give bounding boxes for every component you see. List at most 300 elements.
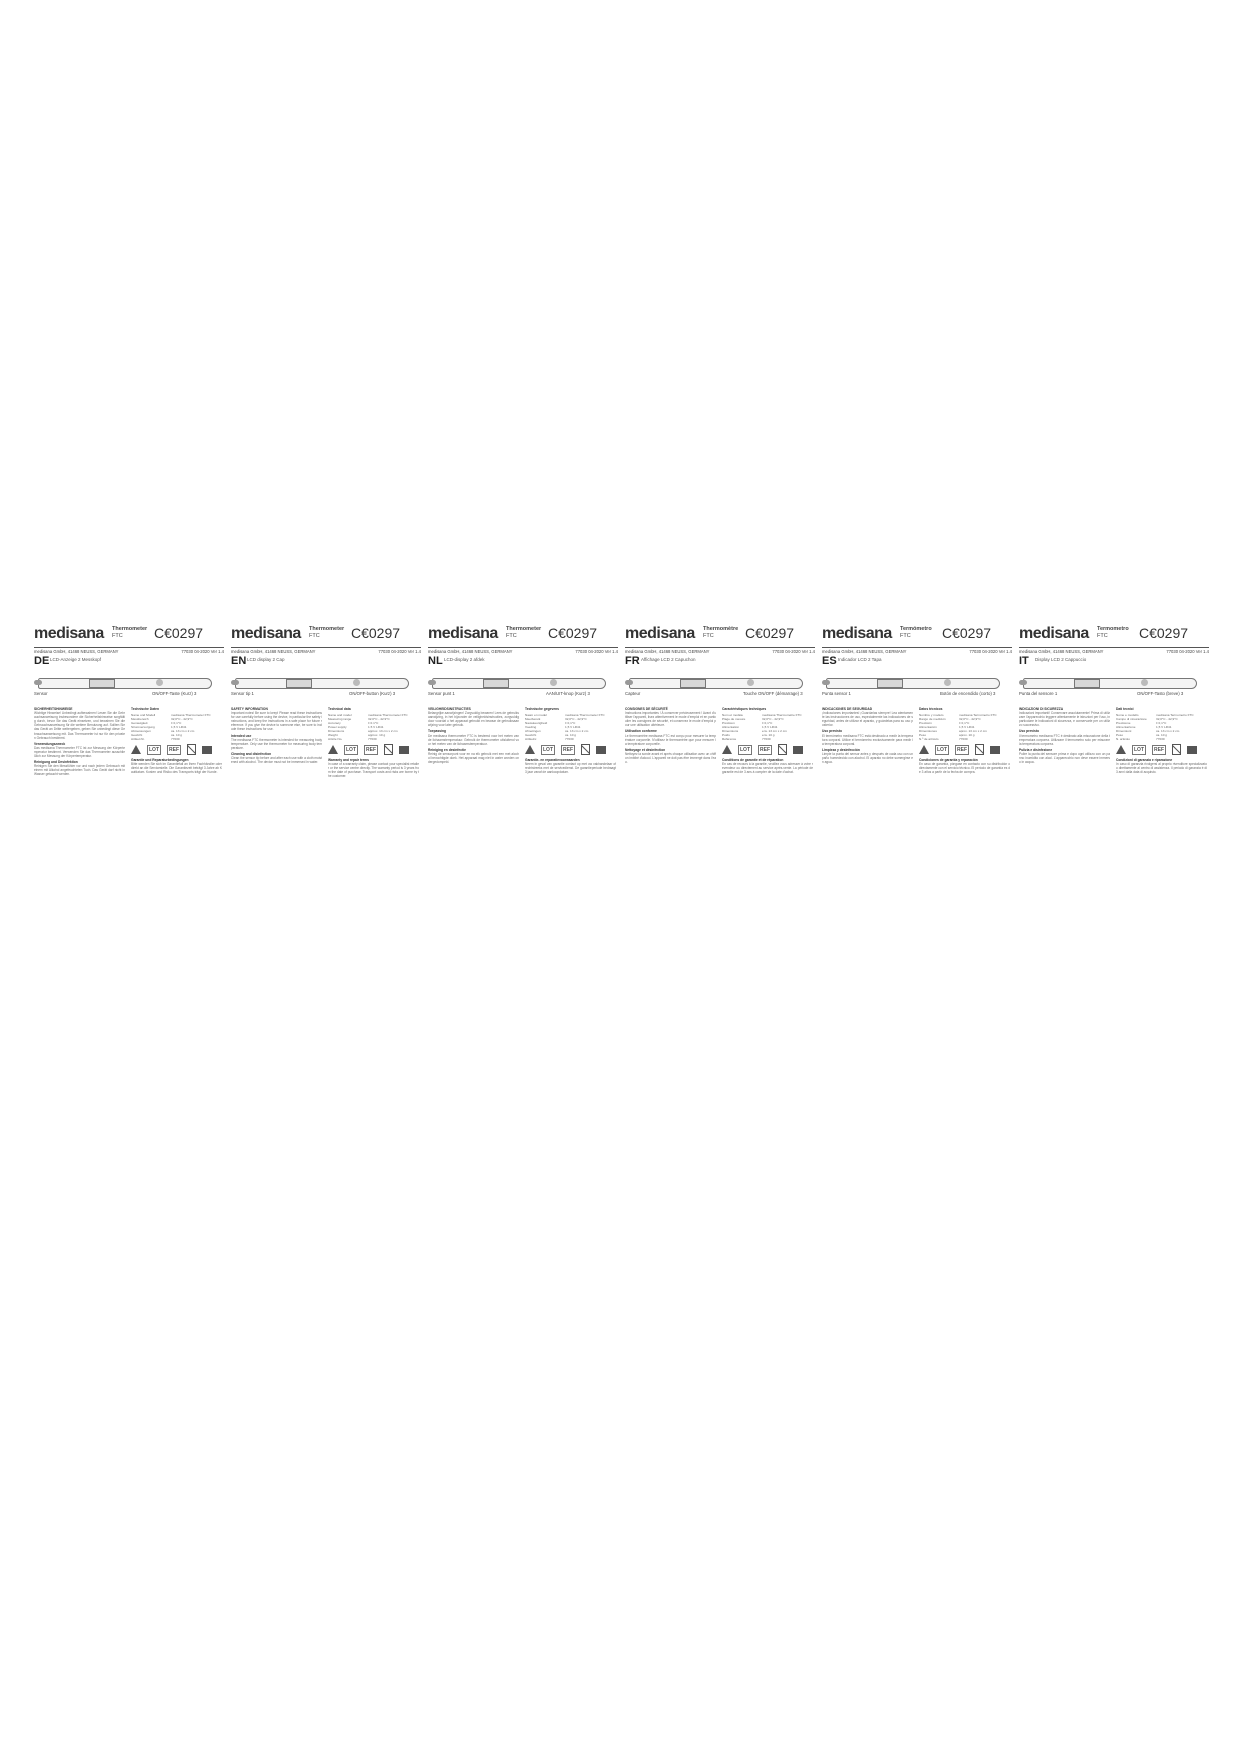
lot-symbol: LOT <box>346 746 356 753</box>
section-heading: Garantie und Reparaturbedingungen <box>131 758 189 763</box>
product-line-2: FTC <box>506 632 517 639</box>
tech-data-key: Artikelnr. <box>525 737 538 742</box>
product-line-2: FTC <box>112 632 123 639</box>
tech-data-value: 32,0°C - 42,9°C <box>762 717 784 722</box>
tech-data-key: Alimentación <box>919 725 937 730</box>
ce-mark: C€0297 <box>548 625 598 641</box>
sensor-label: Sensor tip 1 <box>231 691 254 696</box>
tech-data-value: medisana Termometro FTC <box>1156 713 1194 718</box>
lot-symbol: LOT <box>149 746 159 753</box>
product-line-1: Termómetro <box>900 626 932 632</box>
warning-icon <box>722 745 732 754</box>
tech-data-value: 1,5 V LR41 <box>565 725 581 730</box>
tech-data-value: aprox. 10 g <box>959 733 975 738</box>
tech-data-key: Genauigkeit <box>131 721 148 726</box>
ref-symbol: REF <box>563 746 573 753</box>
tech-data-key: Nombre y modelo <box>919 713 944 718</box>
manufacturer-icon <box>399 746 409 754</box>
tech-data-key: Stromversorgung <box>131 725 155 730</box>
onoff-button-icon <box>747 679 754 686</box>
onoff-button-icon <box>1141 679 1148 686</box>
section-text: Limpie la punta del sensor antes y después de cada uso con un paño humedecido con alcohol. El aparato no debe sumergirse en agua. <box>822 751 913 765</box>
tech-data-key: Naam en model <box>525 713 547 718</box>
sensor-tip-icon <box>1019 680 1027 685</box>
section-heading: Uso previsto <box>1019 729 1039 734</box>
product-line-2: FTC <box>900 632 911 639</box>
sensor-tip-icon <box>822 680 830 685</box>
section-heading: Cleaning and disinfection <box>231 751 272 756</box>
onoff-button-icon <box>550 679 557 686</box>
tech-data-value: 32,0°C - 42,9°C <box>959 717 981 722</box>
brand-logo: medisana <box>34 625 104 642</box>
section-heading: Conditions de garantie et de réparation <box>722 758 784 763</box>
warning-icon <box>919 745 929 754</box>
ce-mark: C€0297 <box>745 625 795 641</box>
thermometer-illustration <box>822 669 1012 699</box>
text-column-left <box>428 705 519 1330</box>
tech-data-value: medisana Termómetro FTC <box>959 713 997 718</box>
tech-data-key: Abmessungen <box>131 729 151 734</box>
tech-data-value: ± 0,1°C <box>171 721 182 726</box>
section-text: Instructions importantes ! À conserver précieusement ! Avant d'utiliser l'appareil, lisez attentivement le mode d'emploi et en particulier les consignes de sécurité, et conservez le mode d'emploi pour une utilisation ultérieure. <box>625 711 716 728</box>
sensor-tip-icon <box>428 680 436 685</box>
product-line-2: FTC <box>703 632 714 639</box>
section-heading: Condizioni di garanzia e riparazione <box>1116 758 1173 763</box>
version-text: 77030 04-2020 Ver 1.4 <box>1166 649 1209 654</box>
section-heading: INDICAZIONI DI SICUREZZA <box>1019 707 1064 711</box>
section-heading: Caractéristiques techniques <box>722 707 767 711</box>
tech-data-key: Name and model <box>328 713 352 718</box>
ce-mark: C€0297 <box>942 625 992 641</box>
address-text: medisana GmbH, 41468 NEUSS, GERMANY <box>231 649 316 654</box>
tech-data-key: Poids <box>722 733 730 738</box>
warning-icon <box>525 745 535 754</box>
panel-header <box>428 625 618 667</box>
tech-data-key: Alimentazione <box>1116 725 1136 730</box>
section-heading: Uso previsto <box>822 729 842 734</box>
tech-data-key: Peso <box>1116 733 1124 738</box>
tech-data-key: Peso <box>919 733 927 738</box>
product-line-1: Thermomètre <box>703 626 739 632</box>
address-line <box>428 647 618 654</box>
onoff-button-icon <box>156 679 163 686</box>
text-column-right <box>131 705 222 1330</box>
onoff-label: AAN/UIT-knop (Kurz) 3 <box>546 691 590 696</box>
tech-data-value: aprox. 13 cm x 2 cm <box>959 729 987 734</box>
tech-data-key: Dimensions <box>328 729 345 734</box>
sensor-label: Sensor <box>34 691 48 696</box>
tech-data-value: ± 0.1°C <box>368 721 379 726</box>
onoff-label: Touche ON/OFF (démarrage) 3 <box>743 691 803 696</box>
tech-data-table <box>919 713 1010 741</box>
sensor-label: Punta del sensore 1 <box>1019 691 1058 696</box>
tech-data-value: medisana Thermometer FTC <box>368 713 408 718</box>
lot-symbol: LOT <box>543 746 553 753</box>
text-column-left <box>231 705 322 1330</box>
lot-symbol: LOT <box>1134 746 1144 753</box>
section-text: ¡Indicaciones importantes! ¡Guardarlas siempre! Lea atentamente las instrucciones de uso, especialmente las indicaciones de seguridad, antes de utilizar el aparato, y guárdelas para su uso posterior. <box>822 711 913 728</box>
manufacturer-icon <box>202 746 212 754</box>
address-text: medisana GmbH, 41468 NEUSS, GERMANY <box>625 649 710 654</box>
tech-data-table <box>722 713 813 741</box>
onoff-label: Botón de encendido (corto) 3 <box>940 691 996 696</box>
lcd-display-icon <box>89 679 115 688</box>
section-heading: Toepassing <box>428 729 447 734</box>
lcd-display-icon <box>1074 679 1100 688</box>
onoff-button-icon <box>944 679 951 686</box>
ref-symbol: REF <box>366 746 376 753</box>
section-heading: Dati tecnici <box>1116 707 1134 711</box>
tech-data-value: 1.5 V LR41 <box>368 725 384 730</box>
tech-data-value: ± 0,1°C <box>565 721 576 726</box>
tech-data-key: Dimensions <box>722 729 739 734</box>
manufacturer-icon <box>990 746 1000 754</box>
section-text: Pulire la punta del sensore prima e dopo ogni utilizzo con un panno inumidito con alcol. L'apparecchio non deve essere immerso in acqua. <box>1019 751 1110 765</box>
address-line <box>822 647 1012 654</box>
disposal-bin-icon <box>1172 744 1181 755</box>
tech-data-value: env. 10 g <box>762 733 775 738</box>
thermometer-body <box>629 678 803 689</box>
section-heading: VEILIGHEIDSINSTRUCTIES <box>428 707 471 711</box>
brand-logo: medisana <box>428 625 498 642</box>
symbol-row <box>1116 744 1207 755</box>
onoff-label: ON/OFF-button (Kurz) 3 <box>349 691 396 696</box>
panel-header <box>625 625 815 667</box>
section-text: De medisana thermometer FTC is bestemd voor het meten van de lichaamstemperatuur. Gebruik de thermometer uitsluitend voor het meten van de lichaamstemperatuur. <box>428 733 519 746</box>
text-columns <box>822 705 1012 1330</box>
tech-data-value: 77030 <box>762 737 771 742</box>
section-text: The medisana FTC thermometer is intended for measuring body temperature. Only use the thermometer for measuring body temperature. <box>231 737 322 750</box>
section-heading: Garantie- en reparatievoorwaarden <box>525 758 580 763</box>
manufacturer-icon <box>793 746 803 754</box>
tech-data-key: Campo di misurazione <box>1116 717 1147 722</box>
sensor-label: Sensor punt 1 <box>428 691 455 696</box>
tech-data-value: ca. 10 g <box>565 733 577 738</box>
product-line-1: Thermometer <box>309 626 345 632</box>
thermometer-body <box>1023 678 1197 689</box>
ref-symbol: REF <box>760 746 770 753</box>
ref-symbol: REF <box>957 746 967 753</box>
panel-header <box>34 625 224 667</box>
section-text: Reinig de sensorpunt voor en na elk gebruik met een met alcohol bevochtigde doek. Het apparaat mag niet in water worden ondergedompeld. <box>428 751 519 765</box>
section-heading: SICHERHEITSHINWEISE <box>34 707 73 711</box>
product-line-2: FTC <box>309 632 320 639</box>
tech-data-key: Plage de mesure <box>722 717 746 722</box>
thermometer-body <box>432 678 606 689</box>
tech-data-key: Nom et modèle <box>722 713 743 718</box>
text-column-left <box>822 705 913 1330</box>
tech-data-value: ca. 10 g <box>171 733 183 738</box>
section-text: Il termometro medisana FTC è destinato alla misurazione della temperatura corporea. Utilizzare il termometro solo per misurare la temperatura corporea. <box>1019 733 1110 746</box>
section-heading: Limpieza y desinfección <box>822 747 860 752</box>
sensor-tip-icon <box>231 680 239 685</box>
tech-data-table <box>328 713 419 741</box>
tech-data-value: 32,0°C - 42,9°C <box>171 717 193 722</box>
tech-data-value: medisana Thermometer FTC <box>565 713 605 718</box>
instruction-sheet <box>34 625 1210 1335</box>
tech-data-key: Alimentation <box>722 725 740 730</box>
ce-mark: C€0297 <box>351 625 401 641</box>
tech-data-value: 1,5 V LR41 <box>1156 725 1172 730</box>
thermometer-body <box>826 678 1000 689</box>
address-text: medisana GmbH, 41468 NEUSS, GERMANY <box>34 649 119 654</box>
tech-data-key: Article No. <box>328 737 343 742</box>
section-heading: Intended use <box>231 733 252 738</box>
display-caption: LCD-Anzeige 2 Messkopf <box>50 657 102 662</box>
section-heading: SAFETY INFORMATION <box>231 707 268 711</box>
address-line <box>231 647 421 654</box>
tech-data-key: Precisione <box>1116 721 1131 726</box>
thermometer-illustration <box>231 669 421 699</box>
onoff-button-icon <box>353 679 360 686</box>
tech-data-value: 77030 <box>368 737 377 742</box>
tech-data-value: ca. 13 cm x 2 cm <box>565 729 589 734</box>
ref-symbol: REF <box>169 746 179 753</box>
ce-mark: C€0297 <box>154 625 204 641</box>
brand-logo: medisana <box>1019 625 1089 642</box>
thermometer-illustration <box>428 669 618 699</box>
brand-logo: medisana <box>822 625 892 642</box>
section-text: Bitte wenden Sie sich im Garantiefall an Ihren Fachhändler oder direkt an die Servicestelle. Die Garantiezeit beträgt 3 Jahre ab Kaufdatum. Kosten und Risiko des Transports trägt der Kunde. <box>131 762 222 775</box>
section-text: Wichtige Hinweise! Unbedingt aufbewahren! Lesen Sie die Gebrauchsanweisung insbesondere die Sicherheitshinweise sorgfältig durch, bevor Sie das Gerät einsetzen, und bewahren Sie die Gebrauchsanweisung für die weitere Benutzung auf. Sollten Sie das Gerät an Dritte weitergeben, geben Sie unbedingt diese Gebrauchsanweisung mit. Das Thermometer ist nur für den privaten Gebrauch bestimmt. <box>34 711 125 740</box>
thermometer-illustration <box>625 669 815 699</box>
address-text: medisana GmbH, 41468 NEUSS, GERMANY <box>1019 649 1104 654</box>
section-text: Reinigen Sie den Messfühler vor und nach jedem Gebrauch mit einem mit Alkohol angefeuchteten Tuch. Das Gerät darf nicht in Wasser getaucht werden. <box>34 764 125 777</box>
brand-logo: medisana <box>231 625 301 642</box>
sensor-tip-icon <box>625 680 633 685</box>
section-heading: Technical data <box>328 707 351 711</box>
tech-data-value: 77030 <box>565 737 574 742</box>
display-caption: LCD-display 2 afdek <box>444 657 485 662</box>
lcd-display-icon <box>680 679 706 688</box>
language-code: EN <box>231 655 247 667</box>
display-caption: LCD display 2 Cap <box>247 657 285 662</box>
tech-data-value: 32,0°C - 42,9°C <box>565 717 587 722</box>
thermometer-body <box>235 678 409 689</box>
section-text: Indicazioni importanti! Conservare assolutamente! Prima di utilizzare l'apparecchio leggere attentamente le istruzioni per l'uso, in particolare le indicazioni di sicurezza, e conservarle per un utilizzo successivo. <box>1019 711 1110 728</box>
tech-data-key: Nauwkeurigheid <box>525 721 548 726</box>
tech-data-key: Dimensiones <box>919 729 937 734</box>
address-text: medisana GmbH, 41468 NEUSS, GERMANY <box>822 649 907 654</box>
text-columns <box>231 705 421 1330</box>
tech-data-value: ca. 10 g <box>1156 733 1168 738</box>
tech-data-key: Power supply <box>328 725 347 730</box>
product-name <box>309 626 344 639</box>
tech-data-value: 77030 <box>959 737 968 742</box>
tech-data-table <box>525 713 616 741</box>
disposal-bin-icon <box>581 744 590 755</box>
language-panel-fr <box>625 625 815 1335</box>
warning-icon <box>328 745 338 754</box>
language-code: DE <box>34 655 50 667</box>
panel-header <box>231 625 421 667</box>
text-column-right <box>722 705 813 1330</box>
warning-icon <box>1116 745 1126 754</box>
lot-symbol: LOT <box>937 746 947 753</box>
brand-logo: medisana <box>625 625 695 642</box>
tech-data-key: Gewicht <box>525 733 537 738</box>
section-text: Le thermomètre medisana FTC est conçu pour mesurer la température corporelle. N'utilisez le thermomètre que pour mesurer la température corporelle. <box>625 733 716 746</box>
section-heading: Condiciones de garantía y reparación <box>919 758 978 763</box>
tech-data-value: ca. 13 cm x 2 cm <box>171 729 195 734</box>
onoff-label: ON/OFF-Taste (Kurz) 3 <box>152 691 197 696</box>
thermometer-illustration <box>34 669 224 699</box>
language-panel-es <box>822 625 1012 1335</box>
symbol-row <box>525 744 616 755</box>
version-text: 77030 04-2020 Ver 1.4 <box>772 649 815 654</box>
tech-data-key: Nome e modello <box>1116 713 1139 718</box>
section-heading: Verwendungszweck <box>34 741 66 746</box>
ref-symbol: REF <box>1154 746 1164 753</box>
lcd-display-icon <box>286 679 312 688</box>
section-heading: Technische Daten <box>131 707 159 711</box>
language-code: FR <box>625 655 640 667</box>
tech-data-value: ± 0,1°C <box>1156 721 1167 726</box>
disposal-bin-icon <box>384 744 393 755</box>
language-panel-en <box>231 625 421 1335</box>
tech-data-key: Rango de medición <box>919 717 946 722</box>
section-heading: Reiniging en desinfectie <box>428 747 466 752</box>
manufacturer-icon <box>1187 746 1197 754</box>
section-text: In case of a warranty claim, please contact your specialist retailer or the service centre directly. The warranty period is 3 years from the date of purchase. Transport costs and risks are borne by the customer. <box>328 762 419 779</box>
text-columns <box>1019 705 1209 1330</box>
language-code: NL <box>428 655 443 667</box>
disposal-bin-icon <box>778 744 787 755</box>
product-line-1: Thermometer <box>506 626 542 632</box>
section-text: Nettoyez la sonde avant et après chaque utilisation avec un chiffon imbibé d'alcool. L'appareil ne doit pas être immergé dans l'eau. <box>625 751 716 765</box>
tech-data-table <box>131 713 222 741</box>
lot-symbol: LOT <box>740 746 750 753</box>
language-panel-de <box>34 625 224 1335</box>
thermometer-illustration <box>1019 669 1209 699</box>
section-text: Clean the sensor tip before and after each use with a cloth moistened with alcohol. The device must not be immersed in water. <box>231 756 322 765</box>
panel-header <box>1019 625 1209 667</box>
tech-data-value: ± 0,1°C <box>762 721 773 726</box>
product-line-2: FTC <box>1097 632 1108 639</box>
language-code: ES <box>822 655 837 667</box>
thermometer-body <box>38 678 212 689</box>
symbol-row <box>328 744 419 755</box>
warning-icon <box>131 745 141 754</box>
display-caption: Affichage LCD 2 Capuchon <box>641 657 696 662</box>
language-panel-it <box>1019 625 1209 1335</box>
product-name <box>506 626 541 639</box>
tech-data-value: 77030 <box>1156 737 1165 742</box>
section-heading: Nettoyage et désinfection <box>625 747 666 752</box>
product-line-1: Termometro <box>1097 626 1129 632</box>
sensor-tip-icon <box>34 680 42 685</box>
version-text: 77030 04-2020 Ver 1.4 <box>969 649 1012 654</box>
tech-data-value: approx. 13 cm x 2 cm <box>368 729 398 734</box>
product-name <box>112 626 147 639</box>
tech-data-value: 32,0°C - 42,9°C <box>1156 717 1178 722</box>
section-text: Important notes! Be sure to keep! Please read these instructions for use carefully before using the device, in particular the safety instructions, and keep the instructions in a safe place for future reference. If you give the device to someone else, be sure to include these instructions for use. <box>231 711 322 732</box>
text-column-left <box>1019 705 1110 1330</box>
tech-data-key: Precisión <box>919 721 932 726</box>
tech-data-key: Messbereich <box>131 717 149 722</box>
display-caption: Display LCD 2 Cappuccio <box>1035 657 1087 662</box>
section-heading: Utilisation conforme <box>625 729 657 734</box>
product-name <box>703 626 738 639</box>
tech-data-key: Voeding <box>525 725 537 730</box>
tech-data-key: Meetbereik <box>525 717 541 722</box>
sensor-label: Punta sensor 1 <box>822 691 851 696</box>
text-column-left <box>34 705 125 1330</box>
tech-data-key: Référence <box>722 737 737 742</box>
text-columns <box>428 705 618 1330</box>
text-column-left <box>625 705 716 1330</box>
lcd-display-icon <box>483 679 509 688</box>
tech-data-table <box>1116 713 1207 741</box>
tech-data-key: N.º de artículo <box>919 737 939 742</box>
section-text: En caso de garantía, póngase en contacto con su distribuidor o directamente con el servicio técnico. El período de garantía es de 3 años a partir de la fecha de compra. <box>919 762 1010 775</box>
tech-data-value: approx. 10 g <box>368 733 386 738</box>
tech-data-value: 1,5 V LR41 <box>762 725 778 730</box>
product-name <box>900 626 932 639</box>
section-heading: INDICACIONES DE SEGURIDAD <box>822 707 873 711</box>
section-heading: Technische gegevens <box>525 707 560 711</box>
sensor-label: Capteur <box>625 691 641 696</box>
onoff-label: ON/OFF-Tasto (breve) 3 <box>1137 691 1184 696</box>
panel-header <box>822 625 1012 667</box>
symbol-row <box>919 744 1010 755</box>
section-text: In caso di garanzia rivolgersi al proprio rivenditore specializzato o direttamente al centro di assistenza. Il periodo di garanzia è di 3 anni dalla data di acquisto. <box>1116 762 1207 775</box>
text-column-right <box>1116 705 1207 1330</box>
text-column-right <box>525 705 616 1330</box>
text-column-right <box>919 705 1010 1330</box>
version-text: 77030 04-2020 Ver 1.4 <box>575 649 618 654</box>
tech-data-key: Measuring range <box>328 717 352 722</box>
product-line-1: Thermometer <box>112 626 148 632</box>
disposal-bin-icon <box>975 744 984 755</box>
tech-data-value: env. 13 cm x 2 cm <box>762 729 787 734</box>
tech-data-value: 1,5 V LR41 <box>959 725 975 730</box>
tech-data-key: Artikel-Nr. <box>131 737 145 742</box>
tech-data-key: Weight <box>328 733 338 738</box>
section-text: El termómetro medisana FTC está destinado a medir la temperatura corporal. Utilice el termómetro exclusivamente para medir la temperatura corporal. <box>822 733 913 746</box>
product-name <box>1097 626 1129 639</box>
tech-data-key: Name und Modell <box>131 713 156 718</box>
disposal-bin-icon <box>187 744 196 755</box>
text-columns <box>34 705 224 1330</box>
section-text: Neem in geval van garantie contact op met uw vakhandelaar of rechtstreeks met de servicedienst. De garantieperiode bedraagt 3 jaar vanaf de aankoopdatum. <box>525 762 616 775</box>
tech-data-value: 1,5 V LR41 <box>171 725 187 730</box>
tech-data-key: Dimensioni <box>1116 729 1132 734</box>
address-line <box>625 647 815 654</box>
tech-data-value: 32.0°C - 42.9°C <box>368 717 390 722</box>
address-text: medisana GmbH, 41468 NEUSS, GERMANY <box>428 649 513 654</box>
tech-data-key: Précision <box>722 721 735 726</box>
tech-data-value: ca. 13 cm x 2 cm <box>1156 729 1180 734</box>
tech-data-value: 77030 <box>171 737 180 742</box>
address-line <box>1019 647 1209 654</box>
language-panel-nl <box>428 625 618 1335</box>
language-code: IT <box>1019 655 1029 667</box>
symbol-row <box>722 744 813 755</box>
tech-data-value: medisana Thermometer FTC <box>171 713 211 718</box>
manufacturer-icon <box>596 746 606 754</box>
tech-data-key: Accuracy <box>328 721 341 726</box>
text-columns <box>625 705 815 1330</box>
section-heading: CONSIGNES DE SÉCURITÉ <box>625 707 668 711</box>
version-text: 77030 04-2020 Ver 1.4 <box>181 649 224 654</box>
tech-data-key: Afmetingen <box>525 729 541 734</box>
tech-data-value: medisana Thermomètre FTC <box>762 713 802 718</box>
tech-data-key: Gewicht <box>131 733 143 738</box>
ce-mark: C€0297 <box>1139 625 1189 641</box>
symbol-row <box>131 744 222 755</box>
section-heading: Pulizia e disinfezione <box>1019 747 1053 752</box>
